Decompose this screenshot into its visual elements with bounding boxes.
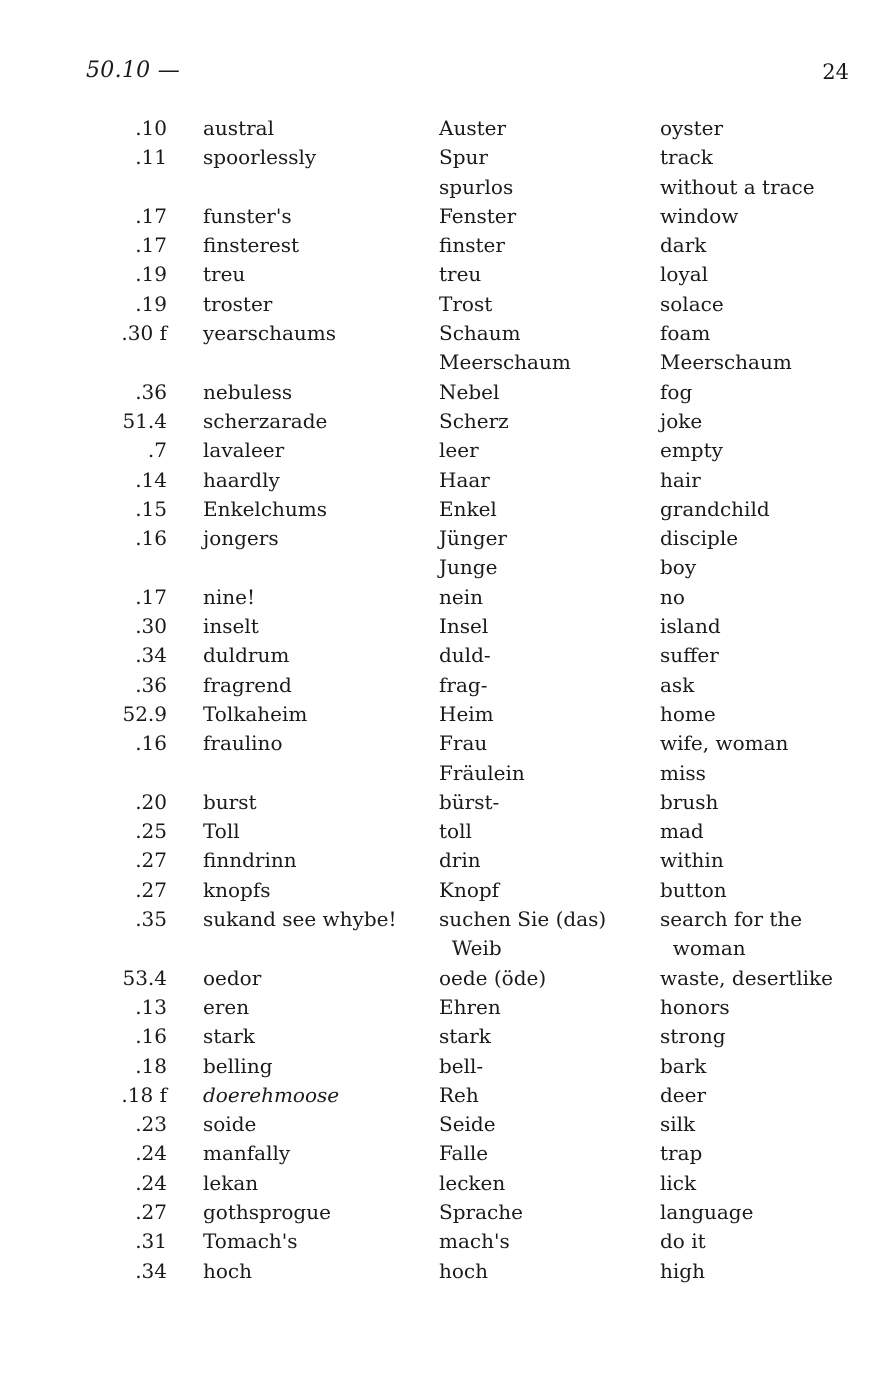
table-row	[0, 436, 889, 465]
line-reference: .20	[135, 789, 167, 814]
line-reference: .35	[135, 907, 167, 932]
line-reference: .36	[135, 379, 167, 404]
table-row	[0, 1198, 889, 1227]
english-gloss: loyal	[660, 262, 709, 287]
german-word: Meerschaum	[439, 350, 571, 375]
german-word: Jünger	[439, 526, 507, 551]
wake-word: fraulino	[203, 731, 283, 756]
german-word: mach's	[439, 1229, 510, 1254]
english-gloss: window	[660, 203, 739, 228]
wake-word: burst	[203, 789, 257, 814]
german-word: Scherz	[439, 408, 509, 433]
line-reference: .27	[135, 877, 167, 902]
line-reference: .24	[135, 1141, 167, 1166]
table-row	[0, 934, 889, 963]
table-row	[0, 1081, 889, 1110]
english-gloss: mad	[660, 819, 704, 844]
english-gloss: within	[660, 848, 724, 873]
table-row	[0, 905, 889, 934]
english-gloss: track	[660, 145, 713, 170]
line-reference: .13	[135, 994, 167, 1019]
wake-word: Toll	[203, 819, 240, 844]
wake-word: finsterest	[203, 233, 300, 258]
line-reference: .18	[135, 1053, 167, 1078]
table-row	[0, 759, 889, 788]
table-row	[0, 1169, 889, 1198]
wake-word: inselt	[203, 614, 259, 639]
table-row	[0, 1110, 889, 1139]
section-reference-header: 50.10 —	[86, 58, 181, 83]
line-reference: .27	[135, 1199, 167, 1224]
english-gloss: search for the	[660, 907, 803, 932]
english-gloss: wife, woman	[660, 731, 789, 756]
german-word: Trost	[439, 291, 493, 316]
table-row	[0, 876, 889, 905]
line-reference: .36	[135, 672, 167, 697]
line-reference: .17	[135, 584, 167, 609]
english-gloss: high	[660, 1258, 705, 1283]
german-word: Fenster	[439, 203, 517, 228]
german-word: Seide	[439, 1112, 496, 1137]
wake-word: austral	[203, 116, 274, 140]
table-row	[0, 641, 889, 670]
german-word: finster	[439, 233, 505, 258]
german-word: bürst-	[439, 789, 500, 814]
german-word: drin	[439, 848, 481, 873]
english-gloss: silk	[660, 1112, 696, 1137]
line-reference: .19	[135, 291, 167, 316]
english-gloss: Meerschaum	[660, 350, 792, 375]
table-row	[0, 553, 889, 582]
german-word: Auster	[439, 116, 507, 140]
german-word: bell-	[439, 1053, 484, 1078]
line-reference: .17	[135, 203, 167, 228]
table-row	[0, 964, 889, 993]
german-word: Knopf	[439, 877, 500, 902]
line-reference: .30	[135, 614, 167, 639]
wake-word: jongers	[203, 526, 279, 551]
wake-word: fragrend	[203, 672, 292, 697]
german-word: Nebel	[439, 379, 500, 404]
english-gloss: deer	[660, 1082, 707, 1107]
table-row	[0, 290, 889, 319]
table-row	[0, 1052, 889, 1081]
line-reference: .18 f	[121, 1082, 167, 1107]
table-row	[0, 817, 889, 846]
english-gloss: island	[660, 614, 721, 639]
table-row	[0, 378, 889, 407]
english-gloss: fog	[660, 379, 693, 404]
line-reference: .11	[135, 145, 167, 170]
table-row	[0, 993, 889, 1022]
line-reference: .24	[135, 1170, 167, 1195]
wake-word: oedor	[203, 965, 262, 990]
english-gloss: strong	[660, 1024, 726, 1049]
english-gloss: woman	[660, 936, 746, 961]
wake-word: belling	[203, 1053, 273, 1078]
english-gloss: without a trace	[660, 174, 815, 199]
english-gloss: boy	[660, 555, 697, 580]
wake-word: finndrinn	[203, 848, 297, 873]
wake-word: funster's	[203, 203, 292, 228]
german-word: lecken	[439, 1170, 506, 1195]
english-gloss: lick	[660, 1170, 697, 1195]
table-row	[0, 846, 889, 875]
table-row	[0, 407, 889, 436]
english-gloss: joke	[660, 408, 703, 433]
german-word: leer	[439, 438, 479, 463]
german-word: Ehren	[439, 994, 501, 1019]
english-gloss: ask	[660, 672, 695, 697]
table-row	[0, 612, 889, 641]
wake-word: gothsprogue	[203, 1199, 331, 1224]
wake-word: treu	[203, 262, 246, 287]
wake-word: scherzarade	[203, 408, 328, 433]
table-row	[0, 495, 889, 524]
english-gloss: waste, desertlike	[660, 965, 833, 990]
line-reference: .19	[135, 262, 167, 287]
english-gloss: solace	[660, 291, 724, 316]
german-word: Haar	[439, 467, 490, 492]
table-row	[0, 231, 889, 260]
english-gloss: trap	[660, 1141, 703, 1166]
wake-word: Enkelchums	[203, 496, 328, 521]
table-row	[0, 114, 889, 143]
german-word: Sprache	[439, 1199, 523, 1224]
line-reference: 52.9	[122, 701, 167, 726]
english-gloss: no	[660, 584, 685, 609]
wake-word: Tolkaheim	[203, 701, 308, 726]
german-word: frag-	[439, 672, 488, 697]
english-gloss: disciple	[660, 526, 739, 551]
german-word: hoch	[439, 1258, 489, 1283]
table-row	[0, 348, 889, 377]
german-word: stark	[439, 1024, 491, 1049]
line-reference: .30 f	[121, 321, 167, 346]
wake-word: lekan	[203, 1170, 259, 1195]
german-word: Junge	[439, 555, 498, 580]
line-reference: .16	[135, 1024, 167, 1049]
wake-word: sukand see whybe!	[203, 907, 397, 932]
wake-word: Tomach's	[203, 1229, 298, 1254]
english-gloss: honors	[660, 994, 730, 1019]
glossary-table	[0, 114, 889, 1286]
english-gloss: empty	[660, 438, 723, 463]
line-reference: .23	[135, 1112, 167, 1137]
english-gloss: dark	[660, 233, 707, 258]
english-gloss: hair	[660, 467, 701, 492]
german-word: oede (öde)	[439, 965, 547, 990]
english-gloss: foam	[660, 321, 711, 346]
wake-word: haardly	[203, 467, 280, 492]
german-word: Schaum	[439, 321, 521, 346]
german-word: Fräulein	[439, 760, 525, 785]
wake-word: nine!	[203, 584, 256, 609]
table-row	[0, 1227, 889, 1256]
german-word: Heim	[439, 701, 494, 726]
page-number: 24	[822, 60, 849, 84]
wake-word: eren	[203, 994, 250, 1019]
german-word: nein	[439, 584, 483, 609]
german-word: Insel	[439, 614, 489, 639]
line-reference: .17	[135, 233, 167, 258]
table-row	[0, 524, 889, 553]
german-word: toll	[439, 819, 472, 844]
table-row	[0, 788, 889, 817]
wake-word: hoch	[203, 1258, 253, 1283]
german-word: treu	[439, 262, 482, 287]
german-word: suchen Sie (das)	[439, 907, 607, 932]
line-reference: .16	[135, 526, 167, 551]
german-word: Frau	[439, 731, 488, 756]
line-reference: .14	[135, 467, 167, 492]
line-reference: .15	[135, 496, 167, 521]
table-row	[0, 143, 889, 172]
wake-word: troster	[203, 291, 273, 316]
wake-word: spoorlessly	[203, 145, 317, 170]
line-reference: 53.4	[122, 965, 167, 990]
table-row	[0, 1022, 889, 1051]
german-word: duld-	[439, 643, 491, 668]
wake-word: lavaleer	[203, 438, 285, 463]
german-word: Enkel	[439, 496, 497, 521]
wake-word: doerehmoose	[203, 1082, 340, 1107]
english-gloss: bark	[660, 1053, 707, 1078]
table-row	[0, 466, 889, 495]
english-gloss: button	[660, 877, 727, 902]
table-row	[0, 1257, 889, 1286]
line-reference: .10	[135, 116, 167, 140]
table-row	[0, 260, 889, 289]
table-row	[0, 1139, 889, 1168]
english-gloss: oyster	[660, 116, 724, 140]
wake-word: knopfs	[203, 877, 271, 902]
german-word: spurlos	[439, 174, 514, 199]
english-gloss: brush	[660, 789, 719, 814]
english-gloss: grandchild	[660, 496, 770, 521]
english-gloss: language	[660, 1199, 754, 1224]
wake-word: soide	[203, 1112, 257, 1137]
english-gloss: suffer	[660, 643, 719, 668]
table-row	[0, 671, 889, 700]
english-gloss: home	[660, 701, 716, 726]
line-reference: .27	[135, 848, 167, 873]
wake-word: manfally	[203, 1141, 291, 1166]
line-reference: .31	[135, 1229, 167, 1254]
english-gloss: do it	[660, 1229, 706, 1254]
table-row	[0, 202, 889, 231]
line-reference: .7	[147, 438, 167, 463]
wake-word: duldrum	[203, 643, 290, 668]
line-reference: .25	[135, 819, 167, 844]
line-reference: 51.4	[122, 408, 167, 433]
english-gloss: miss	[660, 760, 706, 785]
german-word: Falle	[439, 1141, 489, 1166]
table-row	[0, 319, 889, 348]
wake-word: nebuless	[203, 379, 293, 404]
german-word: Weib	[439, 936, 502, 961]
table-row	[0, 583, 889, 612]
line-reference: .16	[135, 731, 167, 756]
wake-word: stark	[203, 1024, 255, 1049]
table-row	[0, 700, 889, 729]
table-row	[0, 173, 889, 202]
line-reference: .34	[135, 1258, 167, 1283]
table-row	[0, 729, 889, 758]
german-word: Reh	[439, 1082, 479, 1107]
wake-word: yearschaums	[203, 321, 336, 346]
line-reference: .34	[135, 643, 167, 668]
german-word: Spur	[439, 145, 488, 170]
